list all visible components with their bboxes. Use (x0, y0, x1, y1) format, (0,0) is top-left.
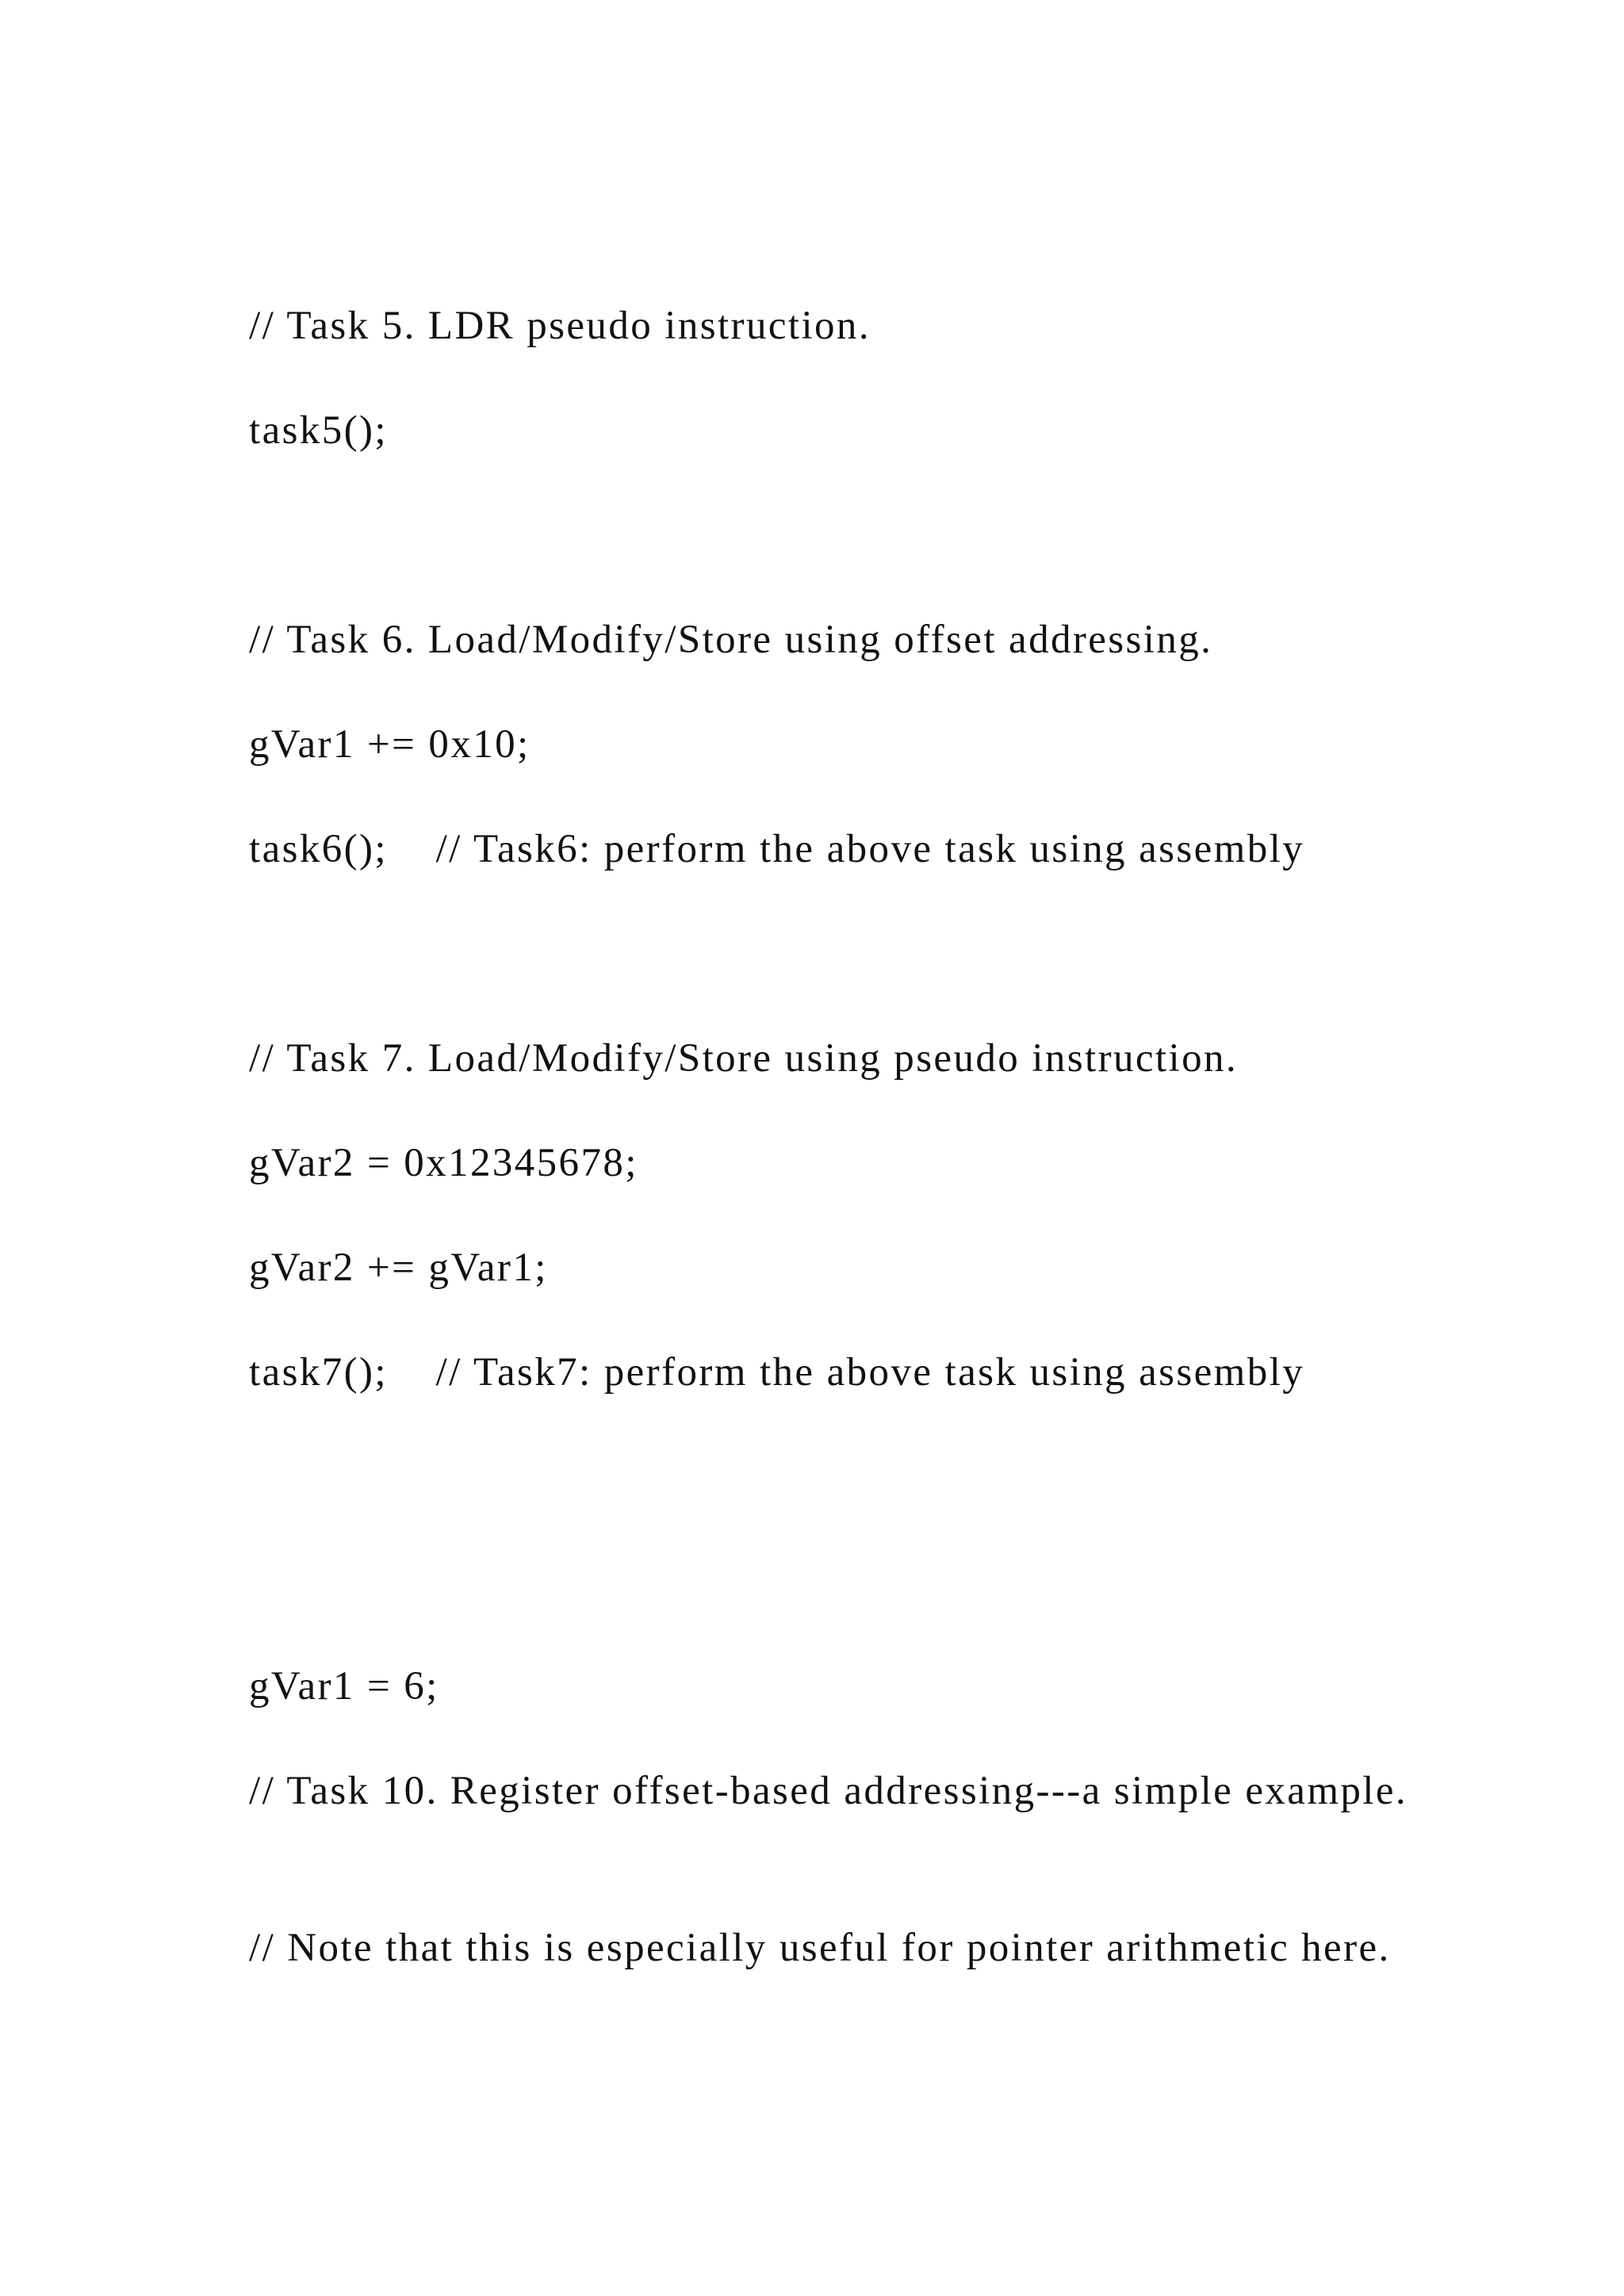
code-task5-call: task5(); (249, 408, 388, 453)
code-task6-call: task6(); // Task6: perform the above task using assembly (249, 827, 1305, 871)
code-gvar2-assign: gVar2 = 0x12345678; (249, 1141, 638, 1185)
comment-pointer-note: // Note that this is especially useful for pointer arithmetic here. (249, 1926, 1391, 1970)
code-gvar1-increment: gVar1 += 0x10; (249, 722, 530, 767)
comment-task10: // Task 10. Register offset-based addressing---a simple example. (249, 1769, 1408, 1813)
comment-task6: // Task 6. Load/Modify/Store using offset addressing. (249, 618, 1213, 662)
code-task7-call: task7(); // Task7: perform the above task using assembly (249, 1350, 1305, 1395)
comment-task5: // Task 5. LDR pseudo instruction. (249, 304, 871, 348)
code-gvar2-add: gVar2 += gVar1; (249, 1246, 548, 1290)
code-gvar1-assign: gVar1 = 6; (249, 1664, 439, 1709)
comment-task7: // Task 7. Load/Modify/Store using pseudo instruction. (249, 1036, 1239, 1081)
